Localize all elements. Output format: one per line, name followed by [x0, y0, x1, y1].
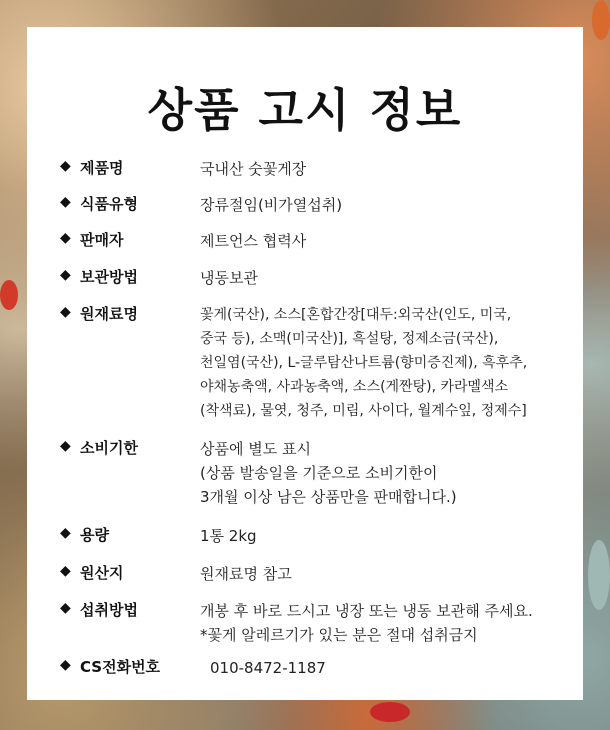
- info-label: CS전화번호: [80, 658, 161, 676]
- info-value-line: 010-8472-1187: [210, 659, 326, 677]
- background-fleck: [0, 280, 18, 310]
- info-label: 용량: [80, 526, 109, 544]
- diamond-bullet-icon: ◆: [60, 600, 71, 616]
- info-value-line: 장류절임(비가열섭취): [200, 196, 343, 214]
- info-value-line: (상품 발송일을 기준으로 소비기한이: [200, 464, 438, 482]
- info-label: 보관방법: [80, 268, 138, 286]
- info-value-line: *꽃게 알레르기가 있는 분은 절대 섭취금지: [200, 626, 478, 644]
- info-value-line: (착색료), 물엿, 청주, 미림, 사이다, 월계수잎, 정제수]: [200, 403, 527, 419]
- info-value: [200, 157, 567, 181]
- background-fleck: [370, 702, 410, 722]
- info-value-line: 야채농축액, 사과농축액, 소스(게짠탕), 카라멜색소: [200, 379, 509, 395]
- info-value: [200, 229, 567, 253]
- info-value-line: 국내산 숫꽃게장: [200, 160, 307, 178]
- info-label: 소비기한: [80, 439, 138, 457]
- info-label: 판매자: [80, 231, 124, 249]
- info-value-line: 천일염(국산), L-글루탐산나트륨(향미증진제), 흑후추,: [200, 355, 528, 371]
- info-value: [200, 193, 567, 217]
- diamond-bullet-icon: ◆: [60, 563, 71, 579]
- info-value: [210, 656, 567, 680]
- diamond-bullet-icon: ◆: [60, 158, 71, 174]
- background-fleck: [588, 540, 610, 610]
- diamond-bullet-icon: ◆: [60, 525, 71, 541]
- diamond-bullet-icon: ◆: [60, 304, 71, 320]
- info-value-line: 꽃게(국산), 소스[혼합간장[대두:외국산(인도, 미국,: [200, 307, 512, 323]
- info-value: [200, 303, 567, 423]
- info-value-line: 원재료명 참고: [200, 565, 292, 583]
- info-label: 섭취방법: [80, 601, 138, 619]
- page-title: 상품 고시 정보: [147, 83, 463, 137]
- info-label: 식품유형: [80, 195, 138, 213]
- diamond-bullet-icon: ◆: [60, 657, 71, 673]
- info-label: 제품명: [80, 159, 124, 177]
- info-value-line: 중국 등), 소맥(미국산)], 흑설탕, 정제소금(국산),: [200, 331, 499, 347]
- info-value-line: 3개월 이상 남은 상품만을 판매합니다.): [200, 488, 457, 506]
- info-value-line: 제트언스 협력사: [200, 232, 307, 250]
- background-fleck: [592, 0, 610, 40]
- info-value: [200, 437, 567, 509]
- info-label: 원산지: [80, 564, 124, 582]
- info-value-line: 상품에 별도 표시: [200, 440, 311, 458]
- info-label: 원재료명: [80, 305, 138, 323]
- info-value: [200, 599, 567, 647]
- diamond-bullet-icon: ◆: [60, 230, 71, 246]
- info-value: [200, 266, 567, 290]
- diamond-bullet-icon: ◆: [60, 267, 71, 283]
- info-value-line: 냉동보관: [200, 269, 258, 287]
- info-value-line: 1통 2kg: [200, 527, 257, 545]
- product-info-card: [27, 27, 583, 700]
- info-value: [200, 524, 567, 548]
- diamond-bullet-icon: ◆: [60, 438, 71, 454]
- diamond-bullet-icon: ◆: [60, 194, 71, 210]
- info-value-line: 개봉 후 바로 드시고 냉장 또는 냉동 보관해 주세요.: [200, 602, 533, 620]
- info-value: [200, 562, 567, 586]
